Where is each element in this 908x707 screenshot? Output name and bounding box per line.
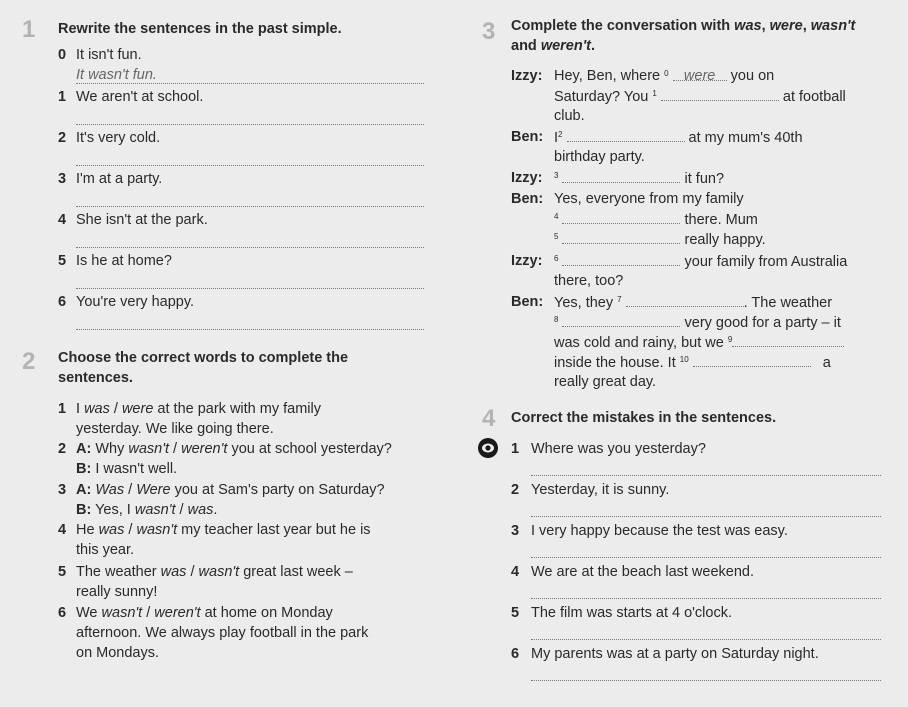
ex2-item-5-line2: really sunny! <box>76 584 158 600</box>
text: , <box>802 18 811 34</box>
option-2[interactable]: weren't <box>154 605 201 621</box>
text: . <box>591 38 596 54</box>
ex1-item-3-text: I'm at a party. <box>76 171 163 187</box>
ex4-answer-line-4[interactable] <box>531 598 881 599</box>
text: was cold and rainy, but we <box>554 335 724 351</box>
option-1[interactable]: was <box>84 401 110 417</box>
text: my teacher last year but he is <box>177 522 371 538</box>
exercise-2-number: 2 <box>22 348 36 375</box>
gap-number: 9 <box>727 335 733 344</box>
text: inside the house. It <box>554 355 676 371</box>
option-2[interactable]: wasn't <box>198 564 240 580</box>
speaker-label: B: <box>76 502 92 518</box>
text: you on <box>730 68 775 84</box>
item-number: 3 <box>58 171 67 187</box>
ex1-answer-line-5[interactable] <box>76 288 424 289</box>
ex1-item-2-text: It's very cold. <box>76 130 161 146</box>
exercise-1-number: 1 <box>22 16 36 43</box>
ex4-item-6-text: My parents was at a party on Saturday night. <box>531 646 819 662</box>
conv-line-4 <box>554 127 803 148</box>
exercise-3-title-line1 <box>511 16 855 36</box>
text: Saturday? You <box>554 89 649 105</box>
speaker-label: B: <box>76 461 92 477</box>
text: at the park with my family <box>153 401 321 417</box>
ex1-answer-line-6[interactable] <box>76 329 424 330</box>
text: there. Mum <box>684 212 758 228</box>
item-number: 2 <box>58 130 67 146</box>
speaker-ben: Ben: <box>511 129 544 145</box>
item-number: 1 <box>511 441 520 457</box>
conv-line-7: Yes, everyone from my family <box>554 191 744 207</box>
text: a <box>822 355 831 371</box>
ex1-answer-line-3[interactable] <box>76 206 424 207</box>
conv-line-5: birthday party. <box>554 149 645 165</box>
option-1[interactable]: was <box>160 564 187 580</box>
conv-line-11: there, too? <box>554 273 624 289</box>
text: Why <box>91 441 129 457</box>
item-number: 2 <box>511 482 520 498</box>
gap-number: 6 <box>554 254 559 263</box>
ex4-item-2-text: Yesterday, it is sunny. <box>531 482 670 498</box>
item-number: 6 <box>511 646 520 662</box>
gap-number: 2 <box>558 130 563 139</box>
gap-number: 1 <box>652 89 657 98</box>
gap-3[interactable] <box>562 168 680 183</box>
conv-line-2 <box>554 86 846 107</box>
conv-line-15 <box>554 352 831 373</box>
option-2[interactable]: was <box>187 502 214 518</box>
item-number: 0 <box>58 47 67 63</box>
ex2-item-4-line2: this year. <box>76 542 135 558</box>
ex4-item-4-text: We are at the beach last weekend. <box>531 564 755 580</box>
exercise-4-number: 4 <box>482 405 496 432</box>
speaker-ben: Ben: <box>511 294 544 310</box>
text: We <box>76 605 102 621</box>
conv-line-12 <box>554 292 832 313</box>
ex1-answer-line-4[interactable] <box>76 247 424 248</box>
ex2-item-2-line1 <box>76 439 392 459</box>
gap-number: 5 <box>554 232 559 241</box>
separator: / <box>186 564 199 580</box>
text: Yes, they <box>554 295 614 311</box>
gap-4[interactable] <box>562 209 680 224</box>
ex2-item-2-line2 <box>76 459 177 479</box>
text: you at Sam's party on Saturday? <box>170 482 385 498</box>
option-1[interactable]: wasn't <box>101 605 143 621</box>
option-2[interactable]: weren't <box>181 441 228 457</box>
item-number: 6 <box>58 294 67 310</box>
item-number: 5 <box>511 605 520 621</box>
conv-line-6 <box>554 168 724 189</box>
text: Complete the conversation with <box>511 18 735 34</box>
gap-number: 7 <box>617 295 622 304</box>
text: and <box>511 38 541 54</box>
ex2-item-1-line1 <box>76 399 321 419</box>
text: Hey, Ben, where <box>554 68 661 84</box>
audio-icon[interactable] <box>477 437 499 459</box>
conv-line-8 <box>554 209 758 230</box>
ex4-answer-line-5[interactable] <box>531 639 881 640</box>
ex1-item-6-text: You're very happy. <box>76 294 195 310</box>
separator: / <box>109 401 122 417</box>
word: was <box>734 18 762 34</box>
gap-5[interactable] <box>562 229 680 244</box>
ex4-answer-line-6[interactable] <box>531 680 881 681</box>
ex1-item-0-text: It isn't fun. <box>76 47 142 63</box>
option-2[interactable]: Were <box>136 482 171 498</box>
ex4-item-1-text: Where was you yesterday? <box>531 441 706 457</box>
ex4-answer-line-1[interactable] <box>531 475 881 476</box>
ex2-item-6-line3: on Mondays. <box>76 645 160 661</box>
conv-line-10 <box>554 251 847 272</box>
exercise-3-number: 3 <box>482 18 496 45</box>
conv-line-1 <box>554 66 774 86</box>
exercise-2-title-line2: sentences. <box>58 370 133 386</box>
item-number: 1 <box>58 401 67 417</box>
text: at home on Monday <box>200 605 333 621</box>
word: weren't <box>540 38 591 54</box>
option-1[interactable]: wasn't <box>128 441 170 457</box>
text: you at school yesterday? <box>227 441 392 457</box>
speaker-label: A: <box>76 482 92 498</box>
ex1-answer-line-2[interactable] <box>76 165 424 166</box>
ex2-item-1-line2: yesterday. We like going there. <box>76 421 274 437</box>
word: were <box>769 18 803 34</box>
ex2-item-6-line2: afternoon. We always play football in the park <box>76 625 369 641</box>
ex1-item-1-text: We aren't at school. <box>76 89 204 105</box>
text: really happy. <box>684 232 766 248</box>
option-2[interactable]: were <box>121 401 154 417</box>
ex1-item-5-text: Is he at home? <box>76 253 172 269</box>
separator: / <box>175 502 188 518</box>
gap-number: 0 <box>664 69 669 78</box>
ex2-item-1 <box>58 399 66 419</box>
exercise-3-title-line2 <box>511 36 595 56</box>
gap-10[interactable] <box>693 352 811 367</box>
gap-number: 4 <box>554 212 559 221</box>
item-number: 3 <box>58 482 67 498</box>
conv-line-16: really great day. <box>554 374 657 390</box>
item-number: 4 <box>58 212 67 228</box>
text: I <box>76 401 85 417</box>
gap-number: 3 <box>554 171 559 180</box>
text: . The weather <box>743 295 833 311</box>
item-number: 5 <box>58 253 67 269</box>
gap-number: 10 <box>679 355 689 364</box>
option-1[interactable]: Was <box>95 482 125 498</box>
separator: / <box>169 441 182 457</box>
ex1-item-4-text: She isn't at the park. <box>76 212 208 228</box>
separator: / <box>142 605 155 621</box>
speaker-izzy: Izzy: <box>511 170 543 186</box>
separator: / <box>124 522 137 538</box>
option-1[interactable]: wasn't <box>134 502 176 518</box>
ex4-item-3-text: I very happy because the test was easy. <box>531 523 788 539</box>
conv-line-13 <box>554 312 841 333</box>
item-number: 2 <box>58 441 67 457</box>
item-number: 1 <box>58 89 67 105</box>
text: He <box>76 522 99 538</box>
text: at football <box>782 89 846 105</box>
text: great last week – <box>239 564 353 580</box>
ex4-answer-line-3[interactable] <box>531 557 881 558</box>
gap-9[interactable] <box>732 332 844 347</box>
ex2-item-3-line1 <box>76 480 385 500</box>
item-number: 6 <box>58 605 67 621</box>
conv-line-3: club. <box>554 108 585 124</box>
gap-2[interactable] <box>567 127 685 142</box>
ex4-item-5-text: The film was starts at 4 o'clock. <box>531 605 732 621</box>
text: at my mum's 40th <box>688 130 803 146</box>
conv-line-9 <box>554 229 766 250</box>
speaker-izzy: Izzy: <box>511 253 543 269</box>
text: I <box>554 130 559 146</box>
gap-1[interactable] <box>661 86 779 101</box>
text: Yes, I <box>91 502 135 518</box>
text: The weather <box>76 564 161 580</box>
ex2-item-6-line1 <box>76 603 333 623</box>
option-2[interactable]: wasn't <box>136 522 178 538</box>
ex2-item-4-line1 <box>76 520 371 540</box>
ex1-example-answer: It wasn't fun. <box>76 67 157 83</box>
gap-6[interactable] <box>562 251 680 266</box>
text: very good for a party – it <box>684 315 841 331</box>
item-number: 5 <box>58 564 67 580</box>
item-number: 4 <box>58 522 67 538</box>
exercise-1-title: Rewrite the sentences in the past simple. <box>58 21 342 37</box>
text: I wasn't well. <box>91 461 178 477</box>
ex2-item-5-line1 <box>76 562 353 582</box>
text: your family from Australia <box>684 254 848 270</box>
speaker-izzy: Izzy: <box>511 68 543 84</box>
speaker-label: A: <box>76 441 92 457</box>
ex1-answer-line-1[interactable] <box>76 124 424 125</box>
text: it fun? <box>684 171 725 187</box>
conv-line-14 <box>554 332 844 353</box>
gap-0-answer: were <box>673 66 727 81</box>
speaker-ben: Ben: <box>511 191 544 207</box>
gap-number: 8 <box>554 315 559 324</box>
separator: / <box>124 482 137 498</box>
ex4-answer-line-2[interactable] <box>531 516 881 517</box>
ex2-item-3-line2 <box>76 500 217 520</box>
gap-8[interactable] <box>562 312 680 327</box>
option-1[interactable]: was <box>98 522 125 538</box>
ex1-item-0 <box>58 45 66 65</box>
text: . <box>213 502 218 518</box>
word: wasn't <box>810 18 856 34</box>
item-number: 4 <box>511 564 520 580</box>
exercise-2-title-line1: Choose the correct words to complete the <box>58 350 349 366</box>
gap-7[interactable] <box>626 292 744 307</box>
exercise-4-title: Correct the mistakes in the sentences. <box>511 410 777 426</box>
text: , <box>761 18 770 34</box>
ex1-answer-line-0[interactable] <box>76 83 424 84</box>
item-number: 3 <box>511 523 520 539</box>
